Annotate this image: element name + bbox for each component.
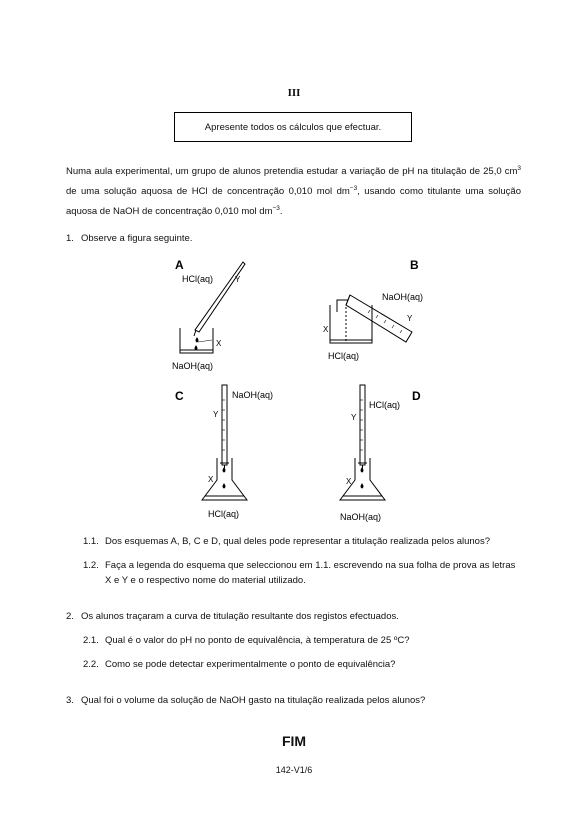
label-d: D (412, 389, 421, 403)
question-text: Faça a legenda do esquema que seleccionou em 1.1. escrevendo na sua folha de prova as letras X e Y e o respectivo nome do material utilizado. (105, 560, 516, 586)
question-text: Dos esquemas A, B, C e D, qual deles pode representar a titulação realizada pelos alunos? (105, 536, 490, 547)
question-number: 1. (66, 233, 74, 244)
question-3 (66, 693, 526, 708)
a-y-label: Y (235, 275, 241, 284)
b-top-label: NaOH(aq) (382, 292, 424, 302)
b-x-label: X (323, 325, 329, 334)
question-text: Observe a figura seguinte. (81, 233, 193, 244)
intro-sup-2: −3 (349, 185, 358, 193)
label-c: C (175, 389, 184, 403)
burette-b (346, 295, 412, 342)
intro-text-2: de uma solução aquosa de HCl de concentração 0,010 mol dm (66, 186, 350, 198)
end-marker: FIM (281, 733, 307, 749)
question-text: Como se pode detectar experimentalmente o ponto de equivalência? (105, 659, 396, 670)
intro-sup-3: −3 (272, 205, 280, 213)
question-number: 2.1. (83, 635, 99, 646)
label-a: A (175, 258, 184, 272)
question-number: 1.2. (83, 560, 99, 571)
d-y-label: Y (351, 413, 357, 422)
b-bottom-label: HCl(aq) (328, 351, 360, 361)
a-top-label: HCl(aq) (182, 274, 214, 284)
instruction-text: Apresente todos os cálculos que efectuar. (204, 121, 382, 133)
question-number: 3. (66, 695, 74, 706)
c-top-label: NaOH(aq) (232, 390, 274, 400)
burette-d (360, 385, 365, 465)
section-heading: III (287, 87, 301, 99)
question-text: Os alunos traçaram a curva de titulação resultante dos registos efectuados. (81, 611, 399, 622)
c-bottom-label: HCl(aq) (208, 509, 240, 519)
pipette-a (195, 262, 245, 332)
intro-sup-1: 3 (517, 165, 521, 172)
titration-figure (150, 250, 450, 530)
question-number: 2. (66, 611, 74, 622)
intro-text-4: . (279, 206, 283, 218)
d-bottom-label: NaOH(aq) (340, 512, 382, 522)
a-x-label: X (216, 339, 222, 348)
instruction-box (174, 112, 412, 142)
question-number: 1.1. (83, 536, 99, 547)
c-y-label: Y (213, 410, 219, 419)
question-1 (66, 231, 526, 246)
question-2-2 (83, 657, 528, 672)
question-text: Qual é o valor do pH no ponto de equivalência, à temperatura de 25 ºC? (105, 635, 410, 646)
label-b: B (410, 258, 419, 272)
d-top-label: HCl(aq) (369, 400, 401, 410)
question-1-1 (83, 534, 528, 549)
setup-b-diagram (330, 295, 412, 343)
question-1-2 (83, 558, 523, 588)
intro-text-3: , usando como titulante uma solução aquosa de NaOH de concentração 0,010 mol dm (66, 186, 522, 218)
question-2-1 (83, 633, 528, 648)
page-code: 142-V1/6 (275, 765, 313, 775)
d-x-label: X (346, 477, 352, 486)
intro-text-1: Numa aula experimental, um grupo de alunos pretendia estudar a variação de pH na titulação de 25,0 cm (66, 166, 518, 178)
question-text: Qual foi o volume da solução de NaOH gasto na titulação realizada pelos alunos? (81, 695, 426, 706)
burette-c (222, 385, 227, 465)
b-y-label: Y (407, 314, 413, 323)
a-bottom-label: NaOH(aq) (172, 361, 214, 371)
c-x-label: X (208, 475, 214, 484)
question-2 (66, 609, 526, 624)
intro-paragraph (66, 160, 521, 220)
question-number: 2.2. (83, 659, 99, 670)
